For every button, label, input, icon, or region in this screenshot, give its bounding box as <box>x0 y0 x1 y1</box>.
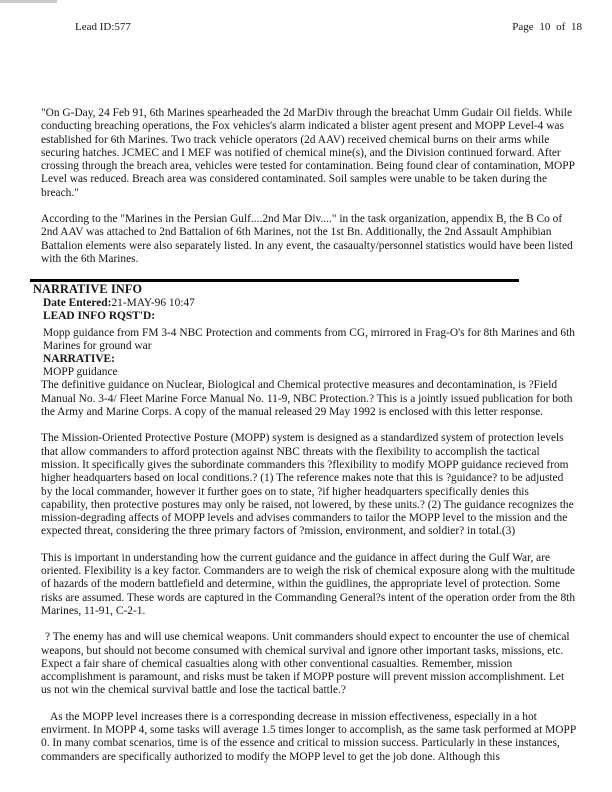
narrative-subject: MOPP guidance <box>43 366 118 379</box>
section-title-narrative-info: NARRATIVE INFO <box>33 282 143 297</box>
document-body <box>33 107 577 777</box>
page-number-label: Page 10 of 18 <box>512 21 582 33</box>
lead-info-rqstd-label: LEAD INFO RQST'D: <box>43 310 156 323</box>
lead-info-request-text: Mopp guidance from FM 3-4 NBC Protection and comments from CG, mirrored in Frag-O's for 8th Marines and 6th Marines for ground war <box>43 326 575 352</box>
narrative-paragraph: The definitive guidance on Nuclear, Biological and Chemical protective measures and decontamination, is ?Field Manual No. 3-4/ Fleet Marine Force Manual No. 11-9, NBC Protection.? This is a jointly issued publication for both the Army and Marine Corps. A copy of the manual released 29 May 1992 is enclosed with this letter response. <box>41 379 573 419</box>
date-entered-value: 21-MAY-96 10:47 <box>111 297 195 310</box>
scan-artifact-mark <box>0 0 57 3</box>
date-entered-line <box>43 297 577 310</box>
narrative-paragraph: The Mission-Oriented Protective Posture (MOPP) system is designed as a standardized system of protection levels that allow commanders to afford protection against NBC threats with the flexibility to accomplish the tactical mission. It specifically gives the subordinate commanders this ?flexibility to modify MOPP guidance recieved from higher headquarters based on local conditions.? (1) The reference makes note that this is ?guidance? to be adjusted by the local commander, however it further goes on to state, ?if higher headquarters specifically denies this capability, then protective postures may only be raised, not lowered, by these units.? (2) The guidance recognizes the mission-degrading affects of MOPP levels and advises commanders to tailor the MOPP level to the mission and the expected threat, considering the three primary factors of ?mission, environment, and soldier? in total.(3) <box>41 432 574 538</box>
narrative-label-line <box>43 353 577 366</box>
narrative-paragraph: ? The enemy has and will use chemical weapons. Unit commanders should expect to encounter the use of chemical weapons, but should not become consumed with chemical survival and ignore other important tasks, missions, etc. Expect a fair share of chemical casualties along with other conventional casualties. Remember, mission accomplishment is paramount, and risks must be taken if MOPP posture will prevent mission accomplishment. Let us not win the chemical survival battle and lose the tactical battle.? <box>41 631 570 697</box>
lead-info-rqstd-line <box>43 310 577 323</box>
narrative-meta-block <box>43 297 577 379</box>
lead-id-label: Lead ID:577 <box>75 21 131 33</box>
page-header <box>0 21 612 33</box>
date-entered-label: Date Entered: <box>43 297 112 310</box>
paragraph-gday-quote: "On G-Day, 24 Feb 91, 6th Marines spearheaded the 2d MarDiv through the breachat Umm Gudair Oil fields. While conducting breaching operations, the Fox vehicles's alarm indicated a blister agent present and MOPP Level-4 was established for 6th Marines. Two track vehicle operators (2d AAV) received chemical burns on their arms while securing hatches. JCMEC and I MEF was notified of chemical mine(s), and the Division continued forward. After crossing through the breach area, vehicles were tested for contamination. Being found clear of contamination, MOPP Level was reduced. Breach area was considered contaminated. Soil samples were unable to be taken during the breach." <box>41 107 575 199</box>
narrative-paragraph: This is important in understanding how the current guidance and the guidance in affect during the Gulf War, are oriented. Flexibility is a key factor. Commanders are to weigh the risk of chemical exposure along with the multitude of hazards of the modern battlefield and determine, within the guidlines, the appropriate level of protection. Some risks are assumed. These words are captured in the Commanding General?s intent of the operation order from the 8th Marines, 11-91, C-2-1. <box>41 551 576 617</box>
paragraph-according: According to the "Marines in the Persian Gulf....2nd Mar Div...." in the task organization, appendix B, the B Co of 2nd AAV was attached to 2nd Battalion of 6th Marines, not the 1st Bn. Additionally, the 2nd Assault Amphibian Battalion elements were also separately listed. In any event, the casaualty/personnel statistics would have been listed with the 6th Marines. <box>41 213 573 265</box>
narrative-label: NARRATIVE: <box>43 353 115 366</box>
narrative-paragraph: As the MOPP level increases there is a corresponding decrease in mission effectiveness, especially in a hot envirment. In MOPP 4, some tasks will average 1.5 times longer to accomplish, as the same task performed at MOPP 0. In many combat scenarios, time is of the essence and critical to mission success. Particularly in these instances, commanders are specifically authorized to modify the MOPP level to get the job done. Although this <box>41 710 576 763</box>
